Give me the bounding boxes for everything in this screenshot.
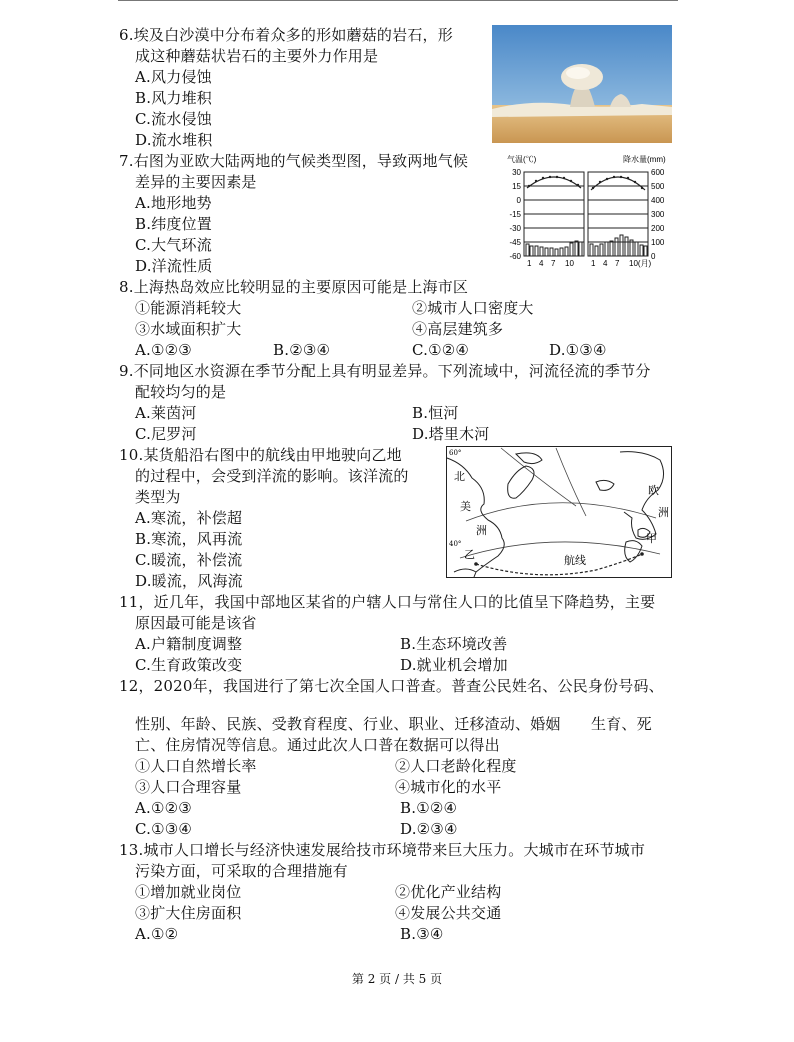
q8-item-1: ①能源消耗较大	[135, 299, 242, 317]
q6-option-c: C.流水侵蚀	[135, 110, 212, 128]
point-jia	[640, 552, 644, 556]
q13-stem-line-1: 13.城市人口增长与经济快速发展给技市环境带来巨大压力。大城市在环节城市	[119, 841, 646, 859]
q12-item-3: ③人口合理容量	[135, 778, 242, 796]
q10-stem-line-2: 的过程中，会受到洋流的影响。该洋流的	[135, 467, 409, 485]
month-tick: 7	[615, 259, 620, 268]
q12-option-a: A.①②③	[135, 799, 192, 817]
q6-option-b: B.风力堆积	[135, 89, 212, 107]
q8-item-4: ④高层建筑多	[412, 320, 504, 338]
label-jia: 甲	[646, 532, 657, 545]
q6-option-a: A.风力侵蚀	[135, 68, 212, 86]
label-continent-west: 洲	[476, 524, 487, 537]
chart-frames	[524, 172, 648, 256]
precip-tick: 200	[651, 224, 665, 233]
month-tick: 10	[565, 259, 574, 268]
q9-stem-line-2: 配较均匀的是	[135, 383, 227, 401]
q6-option-d: D.流水堆积	[135, 131, 213, 149]
month-tick: 10(月)	[629, 259, 652, 268]
temp-tick: -45	[509, 238, 521, 247]
q12-item-1: ①人口自然增长率	[135, 757, 257, 775]
month-tick: 1	[527, 259, 532, 268]
lat-60-label: 60°	[449, 449, 462, 457]
precip-tick: 0	[651, 252, 656, 261]
month-tick: 4	[539, 259, 544, 268]
q8-option-b: B.②③④	[273, 341, 331, 359]
q10-option-a: A.寒流，补偿超	[135, 509, 243, 527]
q7-stem-line-2: 差异的主要因素是	[135, 173, 257, 191]
q12-option-c: C.①③④	[135, 820, 193, 838]
q8-option-a: A.①②③	[135, 341, 192, 359]
temp-tick: -60	[509, 252, 521, 261]
q11-option-d: D.就业机会增加	[400, 656, 508, 674]
q13-option-b: B.③④	[400, 925, 444, 943]
precip-tick: 100	[651, 238, 665, 247]
q12-item-4: ④城市化的水平	[395, 778, 502, 796]
q13-option-a: A.①②	[135, 925, 179, 943]
q12-stem-line-1: 12，2020年，我国进行了第七次全国人口普查。普查公民姓名、公民身份号码、	[119, 677, 664, 695]
q10-option-d: D.暖流，风海流	[135, 572, 243, 590]
q9-option-a: A.莱茵河	[135, 404, 197, 422]
point-yi	[474, 562, 478, 566]
q6-stem-line-1: 6.埃及白沙漠中分布着众多的形如蘑菇的岩石，形	[119, 26, 453, 44]
precip-axis-label: 降水量(mm)	[623, 155, 666, 164]
temp-axis-label: 气温(℃)	[507, 155, 537, 164]
q7-option-d: D.洋流性质	[135, 257, 213, 275]
temp-tick: 0	[516, 196, 521, 205]
q13-stem-line-2: 污染方面，可采取的合理措施有	[135, 862, 348, 880]
q8-stem: 8.上海热岛效应比较明显的主要原因可能是上海市区	[119, 278, 469, 296]
q7-option-c: C.大气环流	[135, 236, 212, 254]
q12-stem-line-3: 亡、住房情况等信息。通过此次人口普在数据可以得出	[135, 736, 500, 754]
q7-option-a: A.地形地势	[135, 194, 212, 212]
month-tick: 7	[551, 259, 556, 268]
label-america: 美	[460, 500, 471, 513]
precip-tick: 500	[651, 182, 665, 191]
month-tick: 4	[603, 259, 608, 268]
precip-tick: 300	[651, 210, 665, 219]
q10-stem-line-3: 类型为	[135, 488, 181, 506]
q11-option-b: B.生态环境改善	[400, 635, 508, 653]
q11-stem-line-2: 原因最可能是该省	[135, 614, 257, 632]
temp-tick: 30	[512, 168, 521, 177]
temp-tick: 15	[512, 182, 521, 191]
page-number-footer: 第 2 页 / 共 5 页	[351, 972, 443, 986]
q9-option-b: B.恒河	[412, 404, 459, 422]
label-route: 航线	[564, 554, 586, 567]
q11-option-c: C.生育政策改变	[135, 656, 243, 674]
climate-charts	[505, 152, 680, 270]
q8-option-d: D.①③④	[549, 341, 607, 359]
q11-stem-line-1: 11，近几年，我国中部地区某省的户辖人口与常住人口的比值呈下降趋势，主要	[119, 593, 656, 611]
q10-option-c: C.暖流，补偿流	[135, 551, 243, 569]
header-rule	[118, 0, 678, 1]
temp-tick-labels	[509, 168, 521, 261]
q7-stem-line-1: 7.右图为亚欧大陆两地的气候类型图，导致两地气候	[119, 152, 469, 170]
precip-tick: 400	[651, 196, 665, 205]
q11-option-a: A.户籍制度调整	[135, 635, 243, 653]
q9-option-c: C.尼罗河	[135, 425, 197, 443]
temp-tick: -30	[509, 224, 521, 233]
q13-item-2: ②优化产业结构	[395, 883, 502, 901]
label-yi: 乙	[464, 548, 475, 561]
q8-item-3: ③水域面积扩大	[135, 320, 242, 338]
q6-stem-line-2: 成这种蘑菇状岩石的主要外力作用是	[135, 47, 379, 65]
precip-tick: 600	[651, 168, 665, 177]
label-europe: 欧	[648, 484, 659, 497]
q13-item-1: ①增加就业岗位	[135, 883, 242, 901]
precipitation-bars	[526, 235, 647, 256]
label-north: 北	[454, 470, 465, 483]
q12-stem-line-2: 性别、年龄、民族、受教育程度、行业、职业、迁移渣动、婚姻 生育、死	[135, 715, 652, 733]
q9-stem-line-1: 9.不同地区水资源在季节分配上具有明显差异。下列流域中，河流径流的季节分	[119, 362, 651, 380]
q8-option-c: C.①②④	[412, 341, 470, 359]
q12-option-d: D.②③④	[400, 820, 458, 838]
q12-item-2: ②人口老龄化程度	[395, 757, 517, 775]
lat-40-label: 40°	[449, 540, 462, 548]
q7-option-b: B.纬度位置	[135, 215, 212, 233]
q8-item-2: ②城市人口密度大	[412, 299, 534, 317]
q9-option-d: D.塔里木河	[412, 425, 490, 443]
temp-tick: -15	[509, 210, 521, 219]
mushroom-rock-photo	[492, 25, 672, 143]
q10-option-b: B.寒流，风再流	[135, 530, 243, 548]
q13-item-4: ④发展公共交通	[395, 904, 502, 922]
month-tick: 1	[591, 259, 596, 268]
precip-tick-labels	[651, 168, 665, 261]
q12-option-b: B.①②④	[400, 799, 458, 817]
north-atlantic-map	[446, 446, 672, 578]
month-tick-labels	[527, 259, 652, 268]
q13-item-3: ③扩大住房面积	[135, 904, 242, 922]
label-continent-east: 洲	[658, 506, 669, 519]
q10-stem-line-1: 10.某货船沿右图中的航线由甲地驶向乙地	[119, 446, 402, 464]
